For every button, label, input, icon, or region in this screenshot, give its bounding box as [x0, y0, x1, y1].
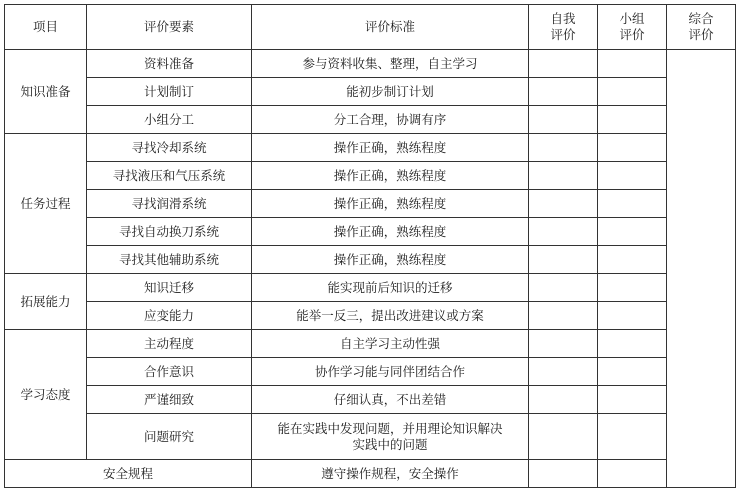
- evaluation-table: [4, 4, 736, 488]
- self-eval-cell[interactable]: [529, 78, 598, 106]
- group-eval-cell[interactable]: [598, 274, 667, 302]
- table-row: [5, 302, 736, 330]
- group-eval-cell[interactable]: [598, 330, 667, 358]
- element-cell: 寻找冷却系统: [87, 134, 252, 162]
- self-eval-cell[interactable]: [529, 218, 598, 246]
- standard-cell: 能实现前后知识的迁移: [252, 274, 529, 302]
- group-eval-cell[interactable]: [598, 302, 667, 330]
- header-row: [5, 5, 736, 50]
- group-label: 拓展能力: [5, 274, 87, 330]
- table-row: [5, 330, 736, 358]
- standard-cell: 操作正确，熟练程度: [252, 218, 529, 246]
- group-label: 任务过程: [5, 134, 87, 274]
- element-cell: 寻找液压和气压系统: [87, 162, 252, 190]
- self-eval-cell[interactable]: [529, 358, 598, 386]
- element-cell: 知识迁移: [87, 274, 252, 302]
- table-row: [5, 414, 736, 460]
- element-cell: 小组分工: [87, 106, 252, 134]
- table-row: [5, 190, 736, 218]
- self-eval-cell[interactable]: [529, 162, 598, 190]
- group-eval-cell[interactable]: [598, 78, 667, 106]
- self-eval-cell[interactable]: [529, 50, 598, 78]
- group-eval-cell[interactable]: [598, 50, 667, 78]
- overall-eval-cell[interactable]: [667, 50, 736, 488]
- standard-cell: 操作正确，熟练程度: [252, 162, 529, 190]
- standard-cell: 能初步制订计划: [252, 78, 529, 106]
- standard-cell: 协作学习能与同伴团结合作: [252, 358, 529, 386]
- group-eval-cell[interactable]: [598, 162, 667, 190]
- group-eval-cell[interactable]: [598, 414, 667, 460]
- header-overall-eval: 综合 评价: [667, 5, 736, 50]
- element-cell: 问题研究: [87, 414, 252, 460]
- standard-cell: 操作正确，熟练程度: [252, 246, 529, 274]
- group-eval-cell[interactable]: [598, 106, 667, 134]
- element-cell: 应变能力: [87, 302, 252, 330]
- group-eval-cell[interactable]: [598, 190, 667, 218]
- standard-cell: 遵守操作规程，安全操作: [252, 460, 529, 488]
- element-cell: 合作意识: [87, 358, 252, 386]
- element-cell: 严谨细致: [87, 386, 252, 414]
- self-eval-cell[interactable]: [529, 386, 598, 414]
- self-eval-cell[interactable]: [529, 106, 598, 134]
- table-row: [5, 386, 736, 414]
- element-cell: 计划制订: [87, 78, 252, 106]
- self-eval-cell[interactable]: [529, 134, 598, 162]
- standard-cell: 操作正确，熟练程度: [252, 134, 529, 162]
- group-eval-cell[interactable]: [598, 218, 667, 246]
- standard-cell: 自主学习主动性强: [252, 330, 529, 358]
- self-eval-cell[interactable]: [529, 460, 598, 488]
- table-row: [5, 246, 736, 274]
- self-eval-cell[interactable]: [529, 414, 598, 460]
- table-row: [5, 106, 736, 134]
- standard-cell: 分工合理，协调有序: [252, 106, 529, 134]
- self-eval-cell[interactable]: [529, 330, 598, 358]
- standard-cell: 操作正确，熟练程度: [252, 190, 529, 218]
- header-item: 项目: [5, 5, 87, 50]
- element-cell: 主动程度: [87, 330, 252, 358]
- element-cell: 寻找其他辅助系统: [87, 246, 252, 274]
- standard-cell: 能举一反三，提出改进建议或方案: [252, 302, 529, 330]
- self-eval-cell[interactable]: [529, 190, 598, 218]
- element-cell: 寻找自动换刀系统: [87, 218, 252, 246]
- table-row: [5, 134, 736, 162]
- header-self-eval: 自我 评价: [529, 5, 598, 50]
- table-row: [5, 274, 736, 302]
- standard-cell: 仔细认真，不出差错: [252, 386, 529, 414]
- group-eval-cell[interactable]: [598, 246, 667, 274]
- self-eval-cell[interactable]: [529, 246, 598, 274]
- group-label: 学习态度: [5, 330, 87, 460]
- self-eval-cell[interactable]: [529, 274, 598, 302]
- table-row: [5, 50, 736, 78]
- group-label: 知识准备: [5, 50, 87, 134]
- safety-label: 安全规程: [5, 460, 252, 488]
- element-cell: 资料准备: [87, 50, 252, 78]
- group-eval-cell[interactable]: [598, 134, 667, 162]
- group-eval-cell[interactable]: [598, 358, 667, 386]
- standard-cell: 能在实践中发现问题，并用理论知识解决 实践中的问题: [252, 414, 529, 460]
- table-row: [5, 218, 736, 246]
- element-cell: 寻找润滑系统: [87, 190, 252, 218]
- table-row: [5, 78, 736, 106]
- group-eval-cell[interactable]: [598, 460, 667, 488]
- header-group-eval: 小组 评价: [598, 5, 667, 50]
- table-row: [5, 460, 736, 488]
- group-eval-cell[interactable]: [598, 386, 667, 414]
- header-standard: 评价标准: [252, 5, 529, 50]
- table-row: [5, 358, 736, 386]
- standard-cell: 参与资料收集、整理，自主学习: [252, 50, 529, 78]
- header-element: 评价要素: [87, 5, 252, 50]
- table-row: [5, 162, 736, 190]
- self-eval-cell[interactable]: [529, 302, 598, 330]
